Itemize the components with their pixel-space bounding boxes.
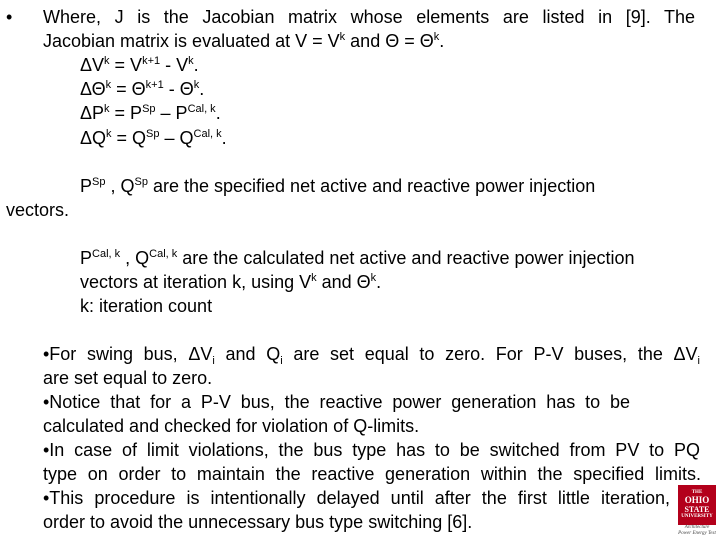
- equation-delta-v: $\Delta V^k = V^{k+1} - V^k$.: [80, 55, 199, 75]
- iteration-count-definition: k: iteration count: [80, 296, 213, 316]
- note-swing-bus-line-2: are set equal to zero.: [43, 368, 213, 388]
- calculated-definition: $P^{Cal, k}$ , $Q^{Cal, k}$ are the calculated net active and reactive power injection: [80, 248, 635, 268]
- note-swing-bus: •For swing bus, $\Delta V_i$ and $Q_i$ are set equal to zero. For P-V buses, the $\Delta V_i$: [43, 344, 700, 367]
- equation-delta-theta: $\Delta\Theta^k = \Theta^{k+1} - \Theta^k$.: [80, 79, 205, 99]
- equation-delta-q: $\Delta Q^k = Q^{Sp} - Q^{Cal, k}$.: [80, 128, 227, 148]
- note-delay-line-2: order to avoid the unnecessary bus type switching [6].: [43, 512, 473, 532]
- note-delay: •This procedure is intentionally delayed until after the first little iteration,: [43, 488, 670, 508]
- intro-line-1: Where, J is the Jacobian matrix whose elements are listed in [9]. The: [43, 7, 695, 27]
- equation-delta-p: $\Delta P^k = P^{Sp} - P^{Cal, k}$.: [80, 103, 221, 123]
- bullet: •: [6, 7, 13, 27]
- specified-definition-line-2: vectors.: [6, 200, 70, 220]
- university-logo: [678, 485, 716, 537]
- note-pv-bus: •Notice that for a P-V bus, the reactive power generation has to be: [43, 392, 630, 412]
- university-seal: THE OHIO STATE UNIVERSITY: [678, 485, 716, 525]
- logo-tagline: Architecture Power Energy Test: [678, 525, 716, 536]
- note-limit-violation: •In case of limit violations, the bus type has to be switched from PV to PQ: [43, 440, 700, 460]
- note-limit-violation-line-2: type on order to maintain the reactive generation within the specified limits.: [43, 464, 701, 484]
- calculated-definition-line-2: vectors at iteration k, using $V^k$ and $\Theta^k$.: [80, 272, 382, 292]
- note-pv-bus-line-2: calculated and checked for violation of Q-limits.: [43, 416, 420, 436]
- specified-definition: $P^{Sp}$ , $Q^{Sp}$ are the specified net active and reactive power injection: [80, 176, 596, 196]
- intro-line-2: Jacobian matrix is evaluated at $V = V^k$ and $\Theta = \Theta^k$.: [43, 31, 445, 51]
